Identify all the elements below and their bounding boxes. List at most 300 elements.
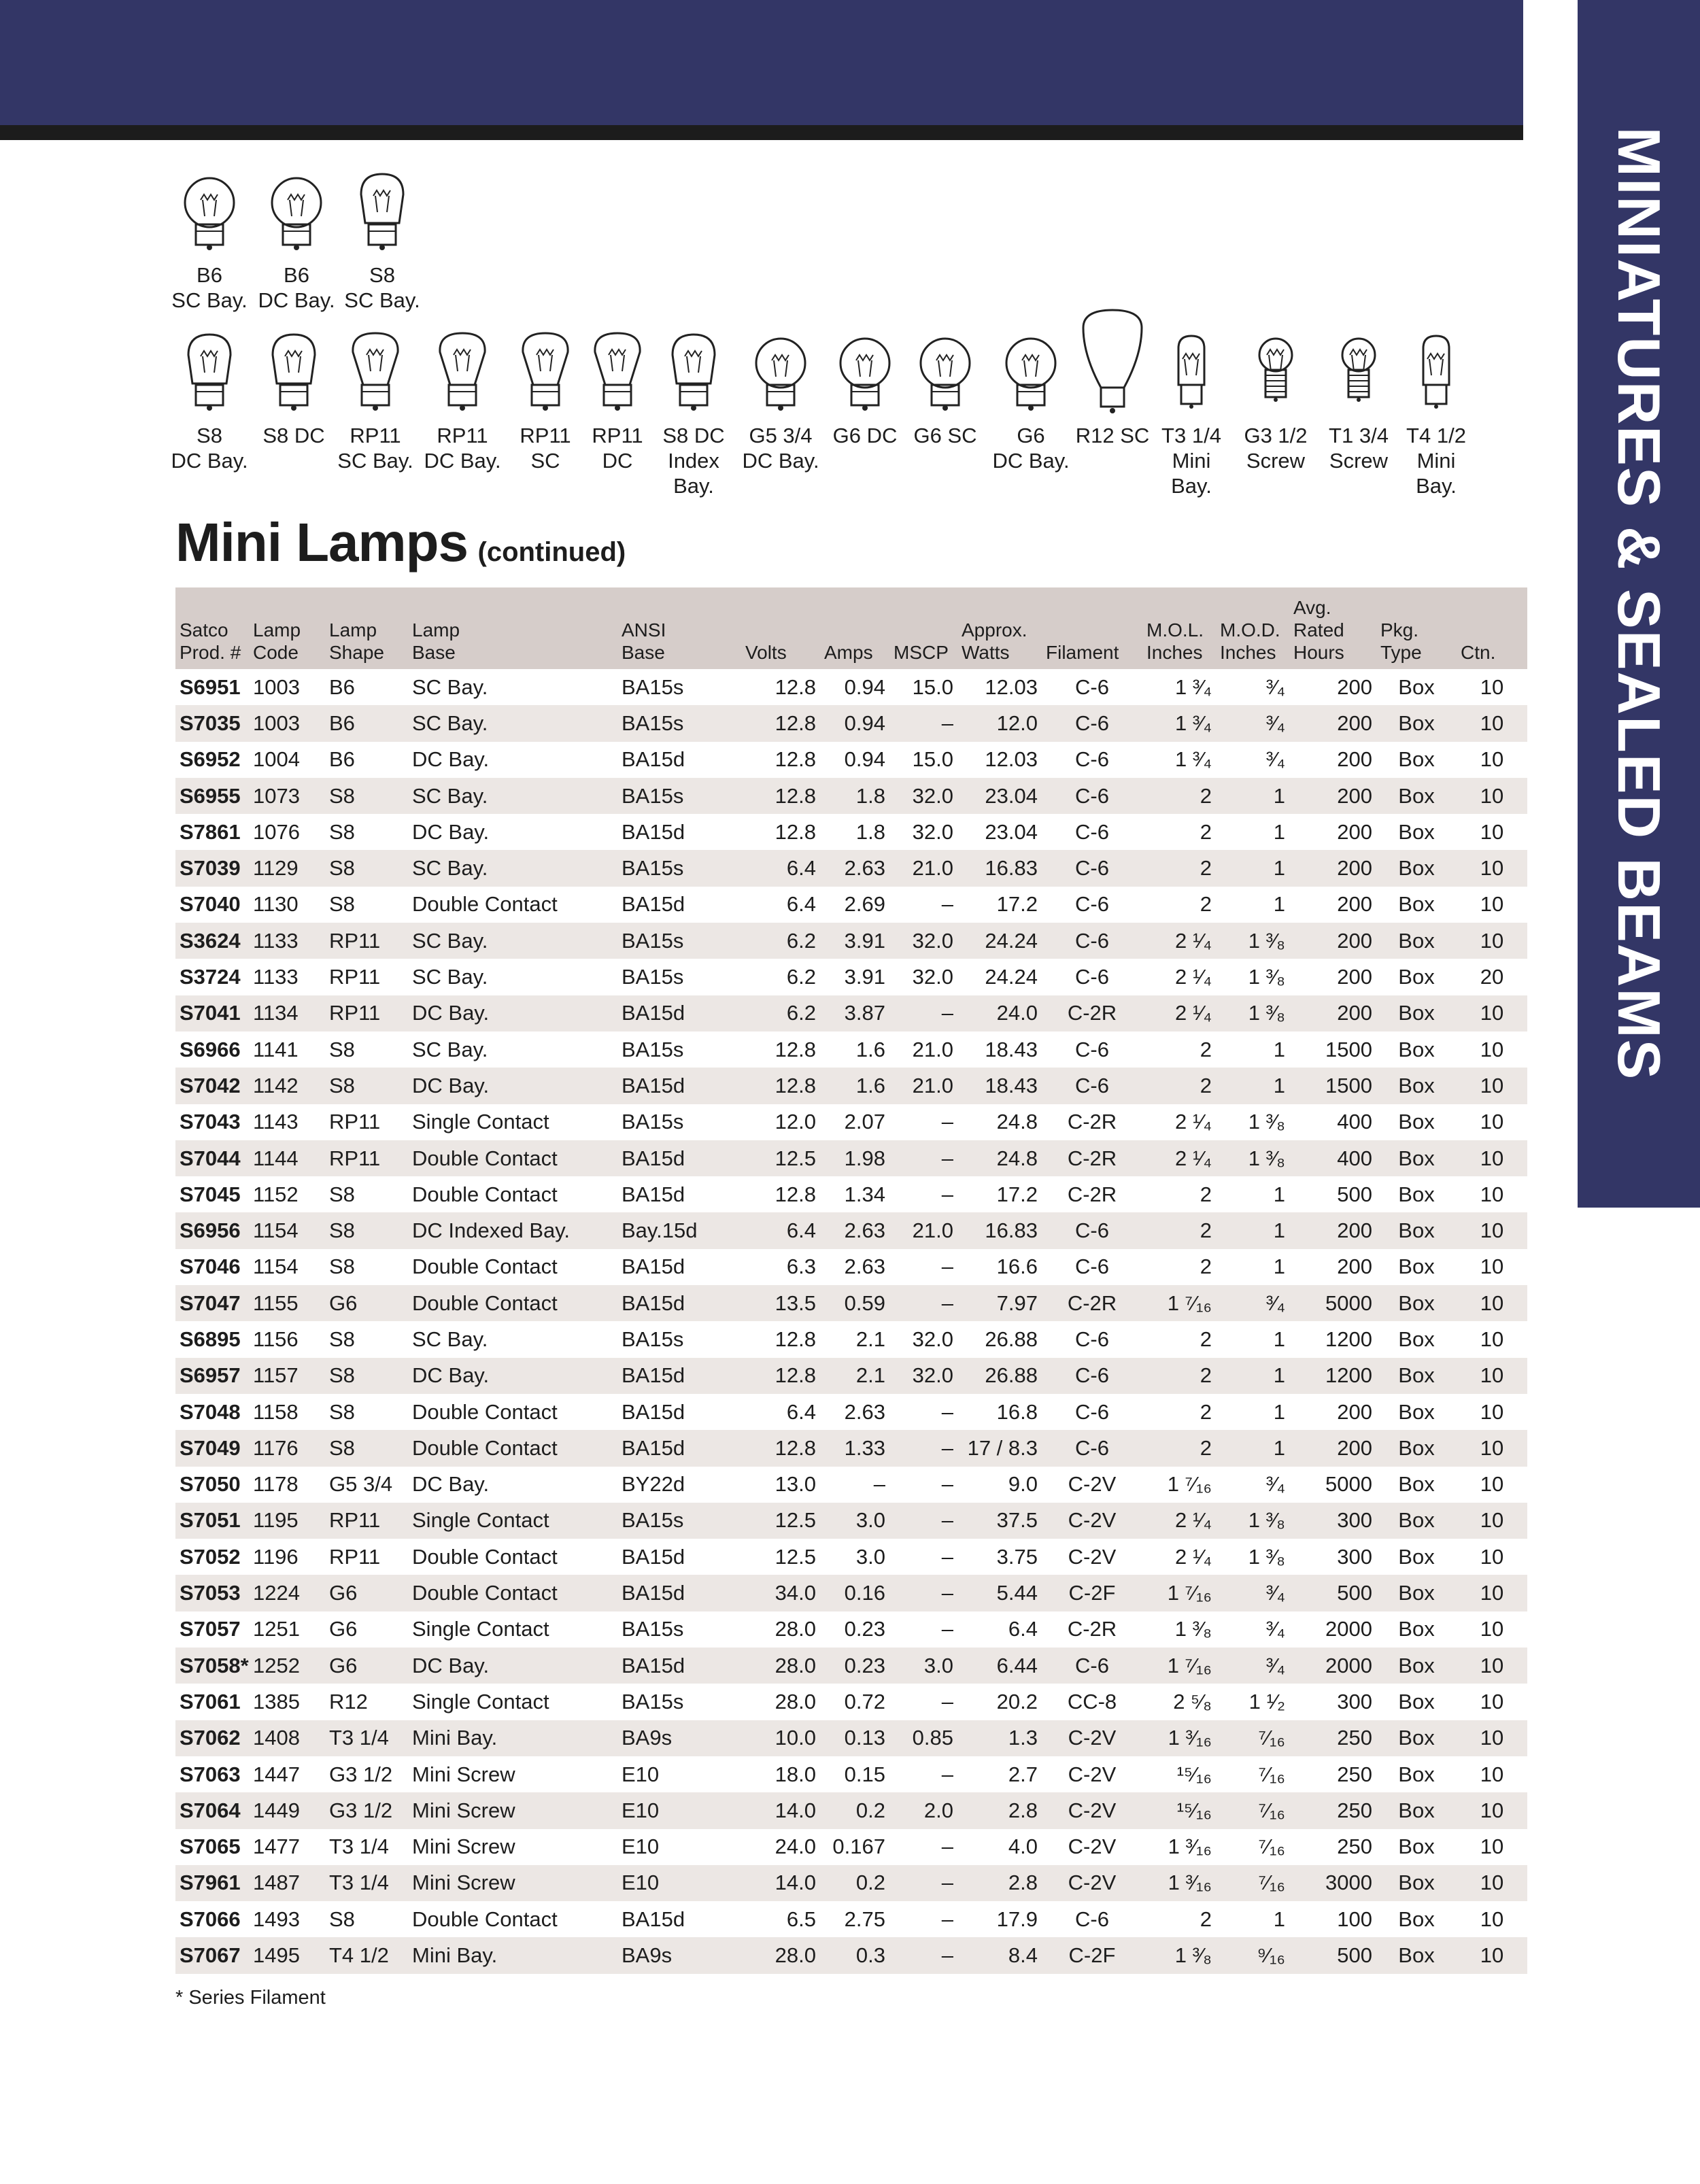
- table-cell: SC Bay.: [412, 1327, 488, 1351]
- table-cell: 12.8: [775, 819, 816, 844]
- table-cell: Box: [1398, 965, 1435, 989]
- table-row: [175, 1212, 1527, 1248]
- table-cell: 10: [1480, 747, 1504, 772]
- table-cell: 1 ³⁄₁₆: [1142, 1865, 1216, 1901]
- table-cell: Box: [1376, 1575, 1457, 1611]
- table-cell: 1 ³⁄₈: [1142, 1937, 1216, 1973]
- table-cell: B6: [325, 705, 408, 741]
- table-cell: 10: [1480, 1327, 1504, 1351]
- table-cell: Double Contact: [412, 1182, 558, 1206]
- table-cell: SC Bay.: [408, 850, 617, 886]
- table-cell: Box: [1398, 747, 1435, 772]
- table-row: [175, 1937, 1527, 1973]
- table-cell: 2: [1142, 1212, 1216, 1248]
- table-cell: DC Indexed Bay.: [408, 1212, 617, 1248]
- product-number-cell: S7035: [175, 705, 249, 741]
- table-cell: 200: [1337, 1399, 1372, 1424]
- table-cell: 2000: [1289, 1648, 1376, 1684]
- table-cell: 23.04: [985, 819, 1038, 844]
- column-header: Amps: [820, 587, 889, 669]
- table-cell: 16.8: [996, 1399, 1038, 1424]
- table-cell: Double Contact: [408, 1430, 617, 1466]
- bulb-shape-label: T1 3/4 Screw: [1329, 424, 1389, 473]
- table-cell: 2.63: [820, 850, 889, 886]
- table-cell: S8: [329, 892, 355, 917]
- table-cell: ³⁄₄: [1216, 1575, 1289, 1611]
- column-header: Satco Prod. #: [175, 587, 249, 669]
- table-cell: 3.75: [996, 1544, 1038, 1569]
- table-cell: T3 1/4: [325, 1865, 408, 1901]
- bulb-shape-label: RP11 DC: [592, 424, 643, 473]
- column-header: Approx. Watts: [957, 587, 1042, 669]
- table-cell: DC Bay.: [408, 1358, 617, 1394]
- table-cell: 200: [1337, 965, 1372, 989]
- table-cell: C-6: [1075, 965, 1109, 989]
- table-cell: 300: [1289, 1503, 1376, 1539]
- table-row: [175, 1539, 1527, 1575]
- section-title: [175, 511, 626, 574]
- table-row: [175, 1648, 1527, 1684]
- table-cell: Double Contact: [412, 1399, 558, 1424]
- table-cell: 24.0: [775, 1835, 816, 1859]
- table-cell: 200: [1289, 923, 1376, 959]
- table-cell: C-6: [1042, 1648, 1142, 1684]
- table-cell: 1176: [249, 1430, 325, 1466]
- table-cell: 6.2: [786, 965, 816, 989]
- table-cell: C-2R: [1042, 1140, 1142, 1176]
- table-cell: ³⁄₄: [1216, 1285, 1289, 1321]
- table-cell: 6.4: [786, 892, 816, 917]
- table-cell: 300: [1337, 1544, 1372, 1569]
- table-cell: 2.07: [844, 1110, 885, 1134]
- table-cell: 200: [1289, 995, 1376, 1031]
- table-cell: S8: [329, 1327, 355, 1351]
- table-cell: 0.13: [820, 1720, 889, 1756]
- table-cell: –: [889, 1430, 957, 1466]
- table-cell: 1.33: [820, 1430, 889, 1466]
- table-cell: 12.5: [741, 1140, 820, 1176]
- product-number-cell: S7066: [180, 1907, 241, 1931]
- table-cell: 1133: [253, 965, 299, 989]
- table-cell: 6.44: [957, 1648, 1042, 1684]
- bulb-shape-label: G3 1/2 Screw: [1244, 424, 1308, 473]
- table-cell: G5 3/4: [329, 1472, 393, 1497]
- table-cell: 1 ³⁄₈: [1216, 995, 1289, 1031]
- table-cell: 12.8: [741, 705, 820, 741]
- bulb-shape-label: G6 SC: [913, 424, 977, 447]
- table-cell: 2 ¹⁄₄: [1142, 1140, 1216, 1176]
- product-number-cell: S7063: [180, 1762, 241, 1786]
- table-cell: C-2V: [1042, 1792, 1142, 1828]
- table-cell: ³⁄₄: [1265, 747, 1285, 772]
- table-cell: G3 1/2: [325, 1792, 408, 1828]
- table-cell: 10: [1480, 1110, 1504, 1134]
- table-row: [175, 995, 1527, 1031]
- table-cell: 1003: [253, 675, 300, 699]
- product-number-cell: S7039: [175, 850, 249, 886]
- table-cell: ³⁄₄: [1216, 1648, 1289, 1684]
- table-cell: C-6: [1075, 1255, 1109, 1279]
- table-cell: DC Bay.: [412, 819, 490, 844]
- table-cell: DC Bay.: [412, 1472, 490, 1497]
- table-cell: 1 ⁷⁄₁₆: [1142, 1575, 1216, 1611]
- table-cell: S8: [325, 778, 408, 814]
- table-cell: 1500: [1289, 1068, 1376, 1104]
- table-cell: 10: [1480, 1689, 1504, 1713]
- bulb-shape-label: RP11 SC: [520, 424, 571, 473]
- table-cell: 250: [1289, 1720, 1376, 1756]
- table-cell: 3.87: [820, 995, 889, 1031]
- bulb-shape-label: R12 SC: [1075, 424, 1150, 447]
- table-cell: C-2V: [1068, 1835, 1117, 1859]
- table-row: [175, 1140, 1527, 1176]
- table-cell: BY22d: [622, 1472, 685, 1497]
- table-cell: 1: [1273, 892, 1285, 917]
- product-number-cell: S7061: [180, 1689, 241, 1713]
- product-number-cell: S6956: [175, 1212, 249, 1248]
- table-row: [175, 1321, 1527, 1357]
- table-cell: Mini Screw: [412, 1835, 515, 1859]
- table-cell: 14.0: [741, 1865, 820, 1901]
- table-cell: 26.88: [985, 1327, 1038, 1351]
- column-header: Lamp Code: [249, 587, 325, 669]
- table-cell: Single Contact: [408, 1503, 617, 1539]
- table-cell: Box: [1376, 1865, 1457, 1901]
- table-cell: Box: [1398, 675, 1435, 699]
- table-cell: 12.8: [741, 1358, 820, 1394]
- table-cell: RP11: [325, 1140, 408, 1176]
- header-rule: [0, 125, 1523, 140]
- table-cell: 10: [1457, 1575, 1527, 1611]
- table-cell: C-6: [1042, 1068, 1142, 1104]
- table-cell: 0.167: [832, 1835, 885, 1859]
- table-cell: BA15d: [622, 1544, 685, 1569]
- table-cell: 2: [1142, 850, 1216, 886]
- bulb-shape-label: S8 DC: [262, 424, 325, 447]
- table-cell: Double Contact: [412, 892, 558, 917]
- table-cell: 17 / 8.3: [957, 1430, 1042, 1466]
- table-cell: T4 1/2: [325, 1937, 408, 1973]
- table-cell: 10: [1457, 1720, 1527, 1756]
- table-cell: 17.2: [996, 1182, 1038, 1206]
- table-cell: –: [941, 1907, 953, 1931]
- table-cell: 10: [1480, 1544, 1504, 1569]
- table-cell: ³⁄₄: [1265, 1472, 1285, 1497]
- table-cell: C-2V: [1068, 1472, 1117, 1497]
- table-cell: 0.85: [889, 1720, 957, 1756]
- table-cell: 5000: [1289, 1285, 1376, 1321]
- bulb-shape-label: T4 1/2 Mini Bay.: [1406, 424, 1466, 498]
- product-number-cell: S6952: [180, 747, 241, 772]
- table-cell: S8: [329, 1037, 355, 1061]
- table-cell: 0.2: [820, 1865, 889, 1901]
- product-number-cell: S7051: [175, 1503, 249, 1539]
- table-cell: 10: [1457, 923, 1527, 959]
- table-cell: –: [941, 1835, 953, 1859]
- table-cell: 200: [1337, 747, 1372, 772]
- table-row: [175, 1430, 1527, 1466]
- tubular-bulb-icon: [1385, 302, 1487, 423]
- product-number-cell: S6955: [175, 778, 249, 814]
- table-cell: C-2F: [1042, 1937, 1142, 1973]
- table-header-row: [175, 587, 1527, 669]
- table-cell: 1141: [253, 1037, 299, 1061]
- table-cell: 20.2: [996, 1689, 1038, 1713]
- table-cell: ⁷⁄₁₆: [1258, 1762, 1285, 1786]
- table-cell: 1 ⁷⁄₁₆: [1142, 1648, 1216, 1684]
- table-cell: 15.0: [912, 675, 953, 699]
- table-cell: 10: [1457, 1503, 1527, 1539]
- table-cell: C-2F: [1042, 1575, 1142, 1611]
- table-cell: –: [941, 1472, 953, 1497]
- table-cell: C-6: [1042, 850, 1142, 886]
- table-row: [175, 1104, 1527, 1140]
- table-cell: C-2R: [1042, 1285, 1142, 1321]
- table-cell: DC Bay.: [408, 1648, 617, 1684]
- table-cell: 24.24: [985, 965, 1038, 989]
- table-cell: Box: [1376, 1358, 1457, 1394]
- table-cell: 6.3: [786, 1255, 816, 1279]
- table-cell: Box: [1376, 705, 1457, 741]
- table-cell: 1 ³⁄₈: [1216, 1140, 1289, 1176]
- table-cell: C-2R: [1067, 1182, 1117, 1206]
- table-cell: 1152: [253, 1182, 299, 1206]
- table-row: [175, 1394, 1527, 1430]
- table-cell: T3 1/4: [325, 1720, 408, 1756]
- table-cell: G6: [325, 1575, 408, 1611]
- table-cell: 1 ³⁄₈: [1248, 1110, 1285, 1134]
- table-cell: C-6: [1075, 1399, 1109, 1424]
- table-cell: 200: [1289, 1212, 1376, 1248]
- table-cell: 1495: [249, 1937, 325, 1973]
- footnote: * Series Filament: [175, 1987, 326, 2009]
- table-cell: RP11: [329, 965, 381, 989]
- table-cell: 1076: [253, 819, 300, 844]
- table-cell: 1477: [253, 1835, 300, 1859]
- table-cell: S8: [325, 1068, 408, 1104]
- table-cell: Box: [1398, 1907, 1435, 1931]
- table-cell: 10: [1480, 1472, 1504, 1497]
- product-number-cell: S7049: [175, 1430, 249, 1466]
- table-cell: 200: [1337, 1255, 1372, 1279]
- table-cell: 0.2: [820, 1792, 889, 1828]
- table-cell: C-6: [1075, 1037, 1109, 1061]
- table-cell: Double Contact: [408, 1285, 617, 1321]
- table-cell: 32.0: [889, 778, 957, 814]
- table-cell: 18.43: [985, 1037, 1038, 1061]
- table-cell: 2: [1200, 1399, 1212, 1424]
- table-cell: G6: [329, 1617, 358, 1641]
- table-cell: 2: [1200, 1037, 1212, 1061]
- table-cell: 12.0: [775, 1110, 816, 1134]
- table-row: [175, 742, 1527, 778]
- table-cell: 100: [1337, 1907, 1372, 1931]
- table-cell: 2.8: [957, 1865, 1042, 1901]
- table-cell: 1143: [253, 1110, 299, 1134]
- table-cell: C-6: [1042, 1358, 1142, 1394]
- table-cell: G6: [325, 1285, 408, 1321]
- table-cell: Box: [1398, 1037, 1435, 1061]
- product-number-cell: S6966: [180, 1037, 241, 1061]
- table-cell: Box: [1398, 1110, 1435, 1134]
- table-cell: 1 ³⁄₄: [1142, 705, 1216, 741]
- table-cell: C-2V: [1042, 1865, 1142, 1901]
- table-cell: RP11: [329, 1110, 381, 1134]
- table-cell: –: [889, 1937, 957, 1973]
- table-cell: 1073: [249, 778, 325, 814]
- table-cell: BA15s: [617, 1503, 741, 1539]
- table-cell: 10: [1480, 892, 1504, 917]
- table-cell: Box: [1376, 923, 1457, 959]
- side-tab-label: MINIATURES & SEALED BEAMS: [1605, 126, 1673, 1081]
- table-cell: –: [889, 1865, 957, 1901]
- table-cell: BA15s: [622, 965, 684, 989]
- table-cell: Single Contact: [412, 1617, 549, 1641]
- table-cell: RP11: [325, 923, 408, 959]
- table-cell: Box: [1398, 1835, 1435, 1859]
- table-cell: 10: [1457, 1212, 1527, 1248]
- table-cell: Box: [1398, 1762, 1435, 1786]
- table-cell: –: [889, 1575, 957, 1611]
- table-row: [175, 1249, 1527, 1285]
- product-number-cell: S7861: [180, 819, 241, 844]
- table-cell: Box: [1376, 1503, 1457, 1539]
- table-cell: 1 ³⁄₈: [1216, 1503, 1289, 1539]
- table-cell: 32.0: [912, 1327, 953, 1351]
- table-cell: 1493: [253, 1907, 300, 1931]
- table-cell: 10: [1457, 1865, 1527, 1901]
- table-cell: 1200: [1289, 1358, 1376, 1394]
- table-cell: 2: [1142, 1068, 1216, 1104]
- bulb-shape-label: G6 DC Bay.: [992, 424, 1070, 473]
- table-cell: 1134: [249, 995, 325, 1031]
- product-number-cell: S7961: [175, 1865, 249, 1901]
- table-cell: Box: [1376, 995, 1457, 1031]
- table-cell: 21.0: [912, 1037, 953, 1061]
- table-cell: 7.97: [957, 1285, 1042, 1321]
- table-cell: 200: [1337, 819, 1372, 844]
- table-row: [175, 1720, 1527, 1756]
- table-cell: Double Contact: [408, 1575, 617, 1611]
- column-header: MSCP: [889, 587, 957, 669]
- table-cell: BA15d: [617, 1575, 741, 1611]
- table-cell: 5000: [1325, 1472, 1372, 1497]
- table-cell: 1 ³⁄₈: [1174, 1617, 1212, 1641]
- table-cell: 32.0: [889, 923, 957, 959]
- table-cell: SC Bay.: [408, 705, 617, 741]
- product-number-cell: S7062: [175, 1720, 249, 1756]
- table-cell: C-6: [1075, 675, 1109, 699]
- column-header: Ctn.: [1457, 587, 1527, 669]
- table-cell: 0.23: [820, 1648, 889, 1684]
- table-cell: BA15d: [617, 1068, 741, 1104]
- mini-lamps-table: [175, 587, 1527, 1974]
- table-cell: 2: [1200, 1255, 1212, 1279]
- table-cell: 8.4: [957, 1937, 1042, 1973]
- table-cell: S8: [329, 1255, 355, 1279]
- table-cell: SC Bay.: [408, 778, 617, 814]
- table-cell: 1: [1273, 1182, 1285, 1206]
- table-cell: 1447: [253, 1762, 300, 1786]
- table-cell: C-2V: [1068, 1544, 1117, 1569]
- table-cell: 24.8: [996, 1110, 1038, 1134]
- table-cell: –: [889, 1503, 957, 1539]
- table-cell: BA15d: [622, 819, 685, 844]
- table-cell: 10: [1457, 1358, 1527, 1394]
- bulb-shape-item: [1385, 302, 1487, 498]
- bulb-shape-label: RP11 DC Bay.: [424, 424, 501, 473]
- table-cell: 6.4: [741, 850, 820, 886]
- table-cell: 400: [1337, 1110, 1372, 1134]
- table-cell: 1.98: [820, 1140, 889, 1176]
- table-cell: BA15s: [622, 1327, 684, 1351]
- table-cell: 2 ⁵⁄₈: [1173, 1689, 1212, 1713]
- table-cell: 6.4: [1008, 1617, 1038, 1641]
- product-number-cell: S7041: [175, 995, 249, 1031]
- table-cell: 17.2: [996, 892, 1038, 917]
- table-cell: BA15s: [622, 1617, 684, 1641]
- table-cell: 1142: [249, 1068, 325, 1104]
- table-cell: Box: [1398, 892, 1435, 917]
- table-cell: 1.8: [820, 778, 889, 814]
- table-row: [175, 1285, 1527, 1321]
- table-cell: ⁷⁄₁₆: [1258, 1835, 1285, 1859]
- table-cell: BA15d: [617, 1140, 741, 1176]
- table-cell: 21.0: [889, 1212, 957, 1248]
- table-cell: 16.83: [957, 1212, 1042, 1248]
- table-cell: –: [941, 1110, 953, 1134]
- table-cell: ³⁄₄: [1216, 705, 1289, 741]
- table-cell: BA9s: [617, 1720, 741, 1756]
- table-cell: 2 ¹⁄₄: [1174, 1544, 1212, 1569]
- product-number-cell: S7042: [175, 1068, 249, 1104]
- table-cell: Box: [1376, 1285, 1457, 1321]
- table-cell: 1: [1216, 1430, 1289, 1466]
- table-cell: 1 ³⁄₁₆: [1142, 1720, 1216, 1756]
- product-number-cell: S7058*: [175, 1648, 249, 1684]
- table-cell: 500: [1289, 1575, 1376, 1611]
- table-row: [175, 850, 1527, 886]
- table-cell: T3 1/4: [329, 1835, 389, 1859]
- table-cell: 10: [1480, 1835, 1504, 1859]
- table-cell: 1133: [249, 923, 325, 959]
- table-cell: C-2R: [1067, 1110, 1117, 1134]
- table-cell: 2.1: [855, 1327, 885, 1351]
- table-cell: 1 ³⁄₄: [1174, 747, 1212, 772]
- table-cell: –: [941, 1544, 953, 1569]
- table-cell: 2 ¹⁄₄: [1174, 965, 1212, 989]
- table-cell: 34.0: [741, 1575, 820, 1611]
- table-cell: E10: [622, 1762, 660, 1786]
- bulb-shape-label: S8 DC Bay.: [171, 424, 248, 473]
- table-cell: RP11: [329, 1544, 381, 1569]
- table-row: [175, 1901, 1527, 1937]
- table-cell: 24.0: [957, 995, 1042, 1031]
- table-cell: 12.8: [741, 1068, 820, 1104]
- table-row: [175, 1611, 1527, 1648]
- table-cell: 0.15: [844, 1762, 885, 1786]
- table-cell: 1130: [253, 892, 299, 917]
- table-cell: 10: [1457, 1285, 1527, 1321]
- table-cell: Box: [1398, 819, 1435, 844]
- table-cell: DC Bay.: [408, 995, 617, 1031]
- table-cell: BA15s: [622, 675, 684, 699]
- table-cell: 1129: [249, 850, 325, 886]
- table-cell: C-6: [1075, 892, 1109, 917]
- product-number-cell: S7052: [180, 1544, 241, 1569]
- table-row: [175, 959, 1527, 995]
- table-cell: S8: [329, 819, 355, 844]
